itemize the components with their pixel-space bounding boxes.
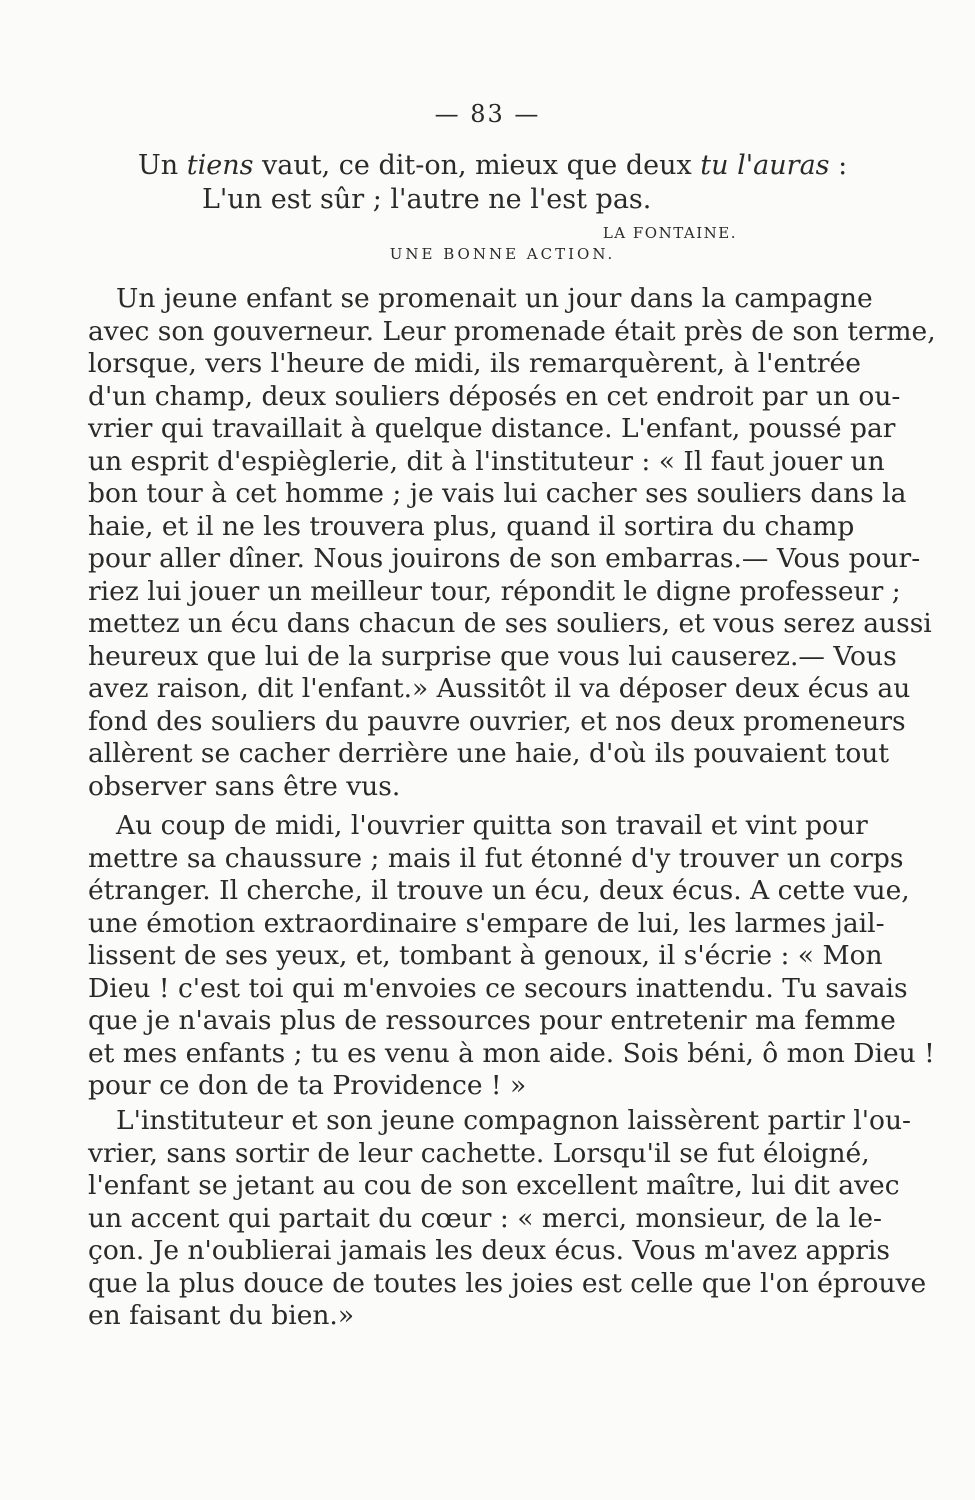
text-line: pour aller dîner. Nous jouirons de son embarras.— Vous pour-	[88, 543, 921, 574]
text-line: Dieu ! c'est toi qui m'envoies ce secours inattendu. Tu savais	[88, 972, 908, 1004]
text-line: vrier, sans sortir de leur cachette. Lorsqu'il se fut éloigné,	[88, 1137, 870, 1169]
epigraph-text: Un	[138, 150, 187, 181]
text-line: haie, et il ne les trouvera plus, quand il sortira du champ	[88, 510, 855, 542]
text-line: en faisant du bien.»	[88, 1300, 355, 1331]
text-line: et mes enfants ; tu es venu à mon aide. Sois béni, ô mon Dieu !	[88, 1037, 935, 1069]
text-line: lorsque, vers l'heure de midi, ils remarquèrent, à l'entrée	[88, 348, 861, 379]
text-line: pour ce don de ta Providence ! »	[88, 1070, 527, 1101]
text-line: étranger. Il cherche, il trouve un écu, deux écus. A cette vue,	[88, 875, 910, 906]
text-line: que la plus douce de toutes les joies est celle que l'on éprouve	[88, 1267, 927, 1299]
paragraph-1	[88, 283, 936, 803]
paragraph-3	[88, 1105, 927, 1333]
text-line: avec son gouverneur. Leur promenade était près de son terme,	[88, 315, 936, 347]
story-title: UNE BONNE ACTION.	[389, 245, 616, 263]
epigraph-text: vaut, ce dit-on, mieux que deux	[253, 150, 701, 181]
paragraph-2	[88, 810, 935, 1103]
epigraph-author: LA FONTAINE.	[602, 224, 737, 242]
text-line: riez lui jouer un meilleur tour, répondit le digne professeur ;	[88, 575, 901, 607]
text-line: çon. Je n'oublierai jamais les deux écus. Vous m'avez appris	[88, 1235, 890, 1266]
epigraph-italic: tiens	[186, 150, 254, 181]
text-line: que je n'avais plus de ressources pour entretenir ma femme	[88, 1005, 896, 1036]
text-line: Un jeune enfant se promenait un jour dans la campagne	[116, 283, 873, 314]
text-line: un esprit d'espièglerie, dit à l'instituteur : « Il faut jouer un	[88, 445, 885, 477]
text-line: fond des souliers du pauvre ouvrier, et nos deux promeneurs	[88, 705, 906, 737]
text-line: L'instituteur et son jeune compagnon laissèrent partir l'ou-	[116, 1105, 911, 1136]
text-line: allèrent se cacher derrière une haie, d'où ils pouvaient tout	[88, 738, 890, 769]
text-line: un accent qui partait du cœur : « merci, monsieur, de la le-	[88, 1202, 882, 1234]
epigraph-line-2: L'un est sûr ; l'autre ne l'est pas.	[202, 184, 652, 215]
text-line: bon tour à cet homme ; je vais lui cacher ses souliers dans la	[88, 478, 907, 509]
text-line: lissent de ses yeux, et, tombant à genoux, il s'écrie : « Mon	[88, 940, 883, 971]
text-line: Au coup de midi, l'ouvrier quitta son travail et vint pour	[116, 810, 868, 841]
epigraph-italic: tu l'auras	[700, 150, 830, 181]
text-line: observer sans être vus.	[88, 770, 401, 802]
epigraph-text: :	[829, 150, 848, 181]
epigraph-line-1	[138, 150, 847, 181]
text-line: vrier qui travaillait à quelque distance. L'enfant, poussé par	[88, 413, 896, 444]
text-line: mettez un écu dans chacun de ses souliers, et vous serez aussi	[88, 608, 932, 639]
text-line: avez raison, dit l'enfant.» Aussitôt il va déposer deux écus au	[88, 673, 911, 704]
text-line: mettre sa chaussure ; mais il fut étonné d'y trouver un corps	[88, 842, 904, 874]
text-line: d'un champ, deux souliers déposés en cet endroit par un ou-	[88, 380, 901, 412]
page-number: — 83 —	[434, 100, 541, 128]
text-line: l'enfant se jetant au cou de son excellent maître, lui dit avec	[88, 1170, 900, 1201]
text-line: une émotion extraordinaire s'empare de lui, les larmes jail-	[88, 907, 885, 939]
text-line: heureux que lui de la surprise que vous lui causerez.— Vous	[88, 640, 897, 672]
